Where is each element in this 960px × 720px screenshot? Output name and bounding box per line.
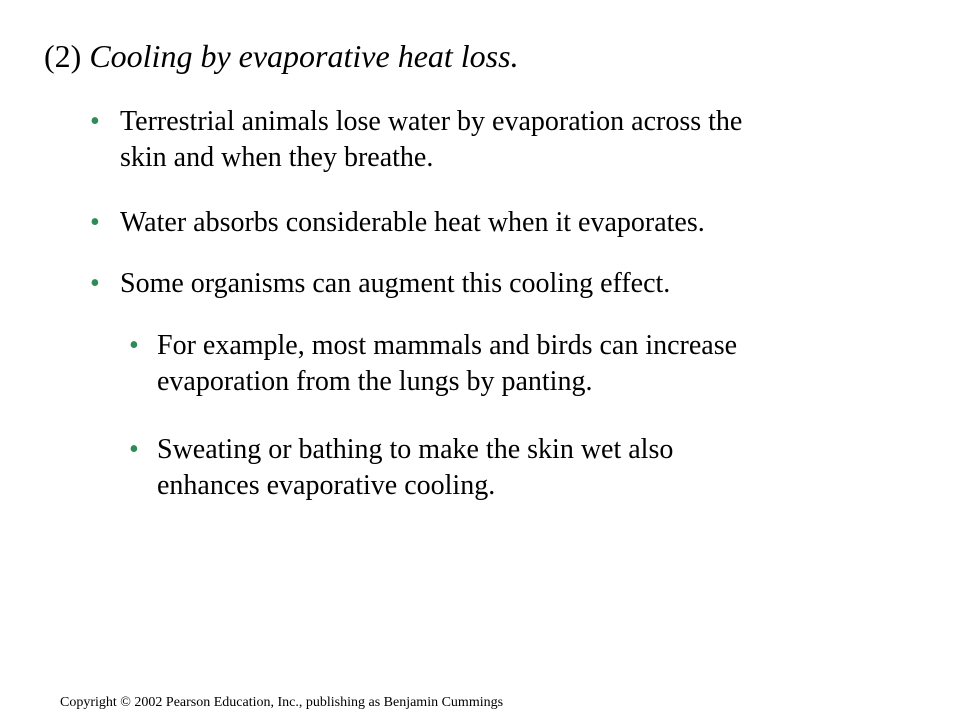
- bullet-dot-icon: •: [90, 268, 100, 299]
- title-text: Cooling by evaporative heat loss.: [89, 38, 519, 74]
- bullet-line: Water absorbs considerable heat when it evaporates.: [120, 207, 705, 238]
- bullet-dot-icon: •: [129, 434, 139, 465]
- slide-title: [44, 36, 519, 76]
- bullet-line: Some organisms can augment this cooling effect.: [120, 268, 671, 299]
- bullet-line: evaporation from the lungs by panting.: [157, 366, 593, 397]
- bullet-line: Sweating or bathing to make the skin wet also: [157, 434, 674, 465]
- bullet-item: [90, 104, 743, 176]
- bullet-dot-icon: •: [129, 330, 139, 361]
- bullet-line: Terrestrial animals lose water by evaporation across the: [120, 106, 743, 137]
- bullet-dot-icon: •: [90, 106, 100, 137]
- copyright-notice: Copyright © 2002 Pearson Education, Inc., publishing as Benjamin Cummings: [60, 695, 504, 710]
- sub-bullet-item: [129, 432, 674, 504]
- sub-bullet-item: [129, 328, 738, 400]
- bullet-item: [90, 205, 705, 241]
- bullet-item: [90, 266, 671, 302]
- bullet-dot-icon: •: [90, 207, 100, 238]
- bullet-line: enhances evaporative cooling.: [157, 470, 496, 501]
- title-number: (2): [44, 38, 82, 74]
- bullet-line: skin and when they breathe.: [120, 142, 434, 173]
- bullet-line: For example, most mammals and birds can increase: [157, 330, 738, 361]
